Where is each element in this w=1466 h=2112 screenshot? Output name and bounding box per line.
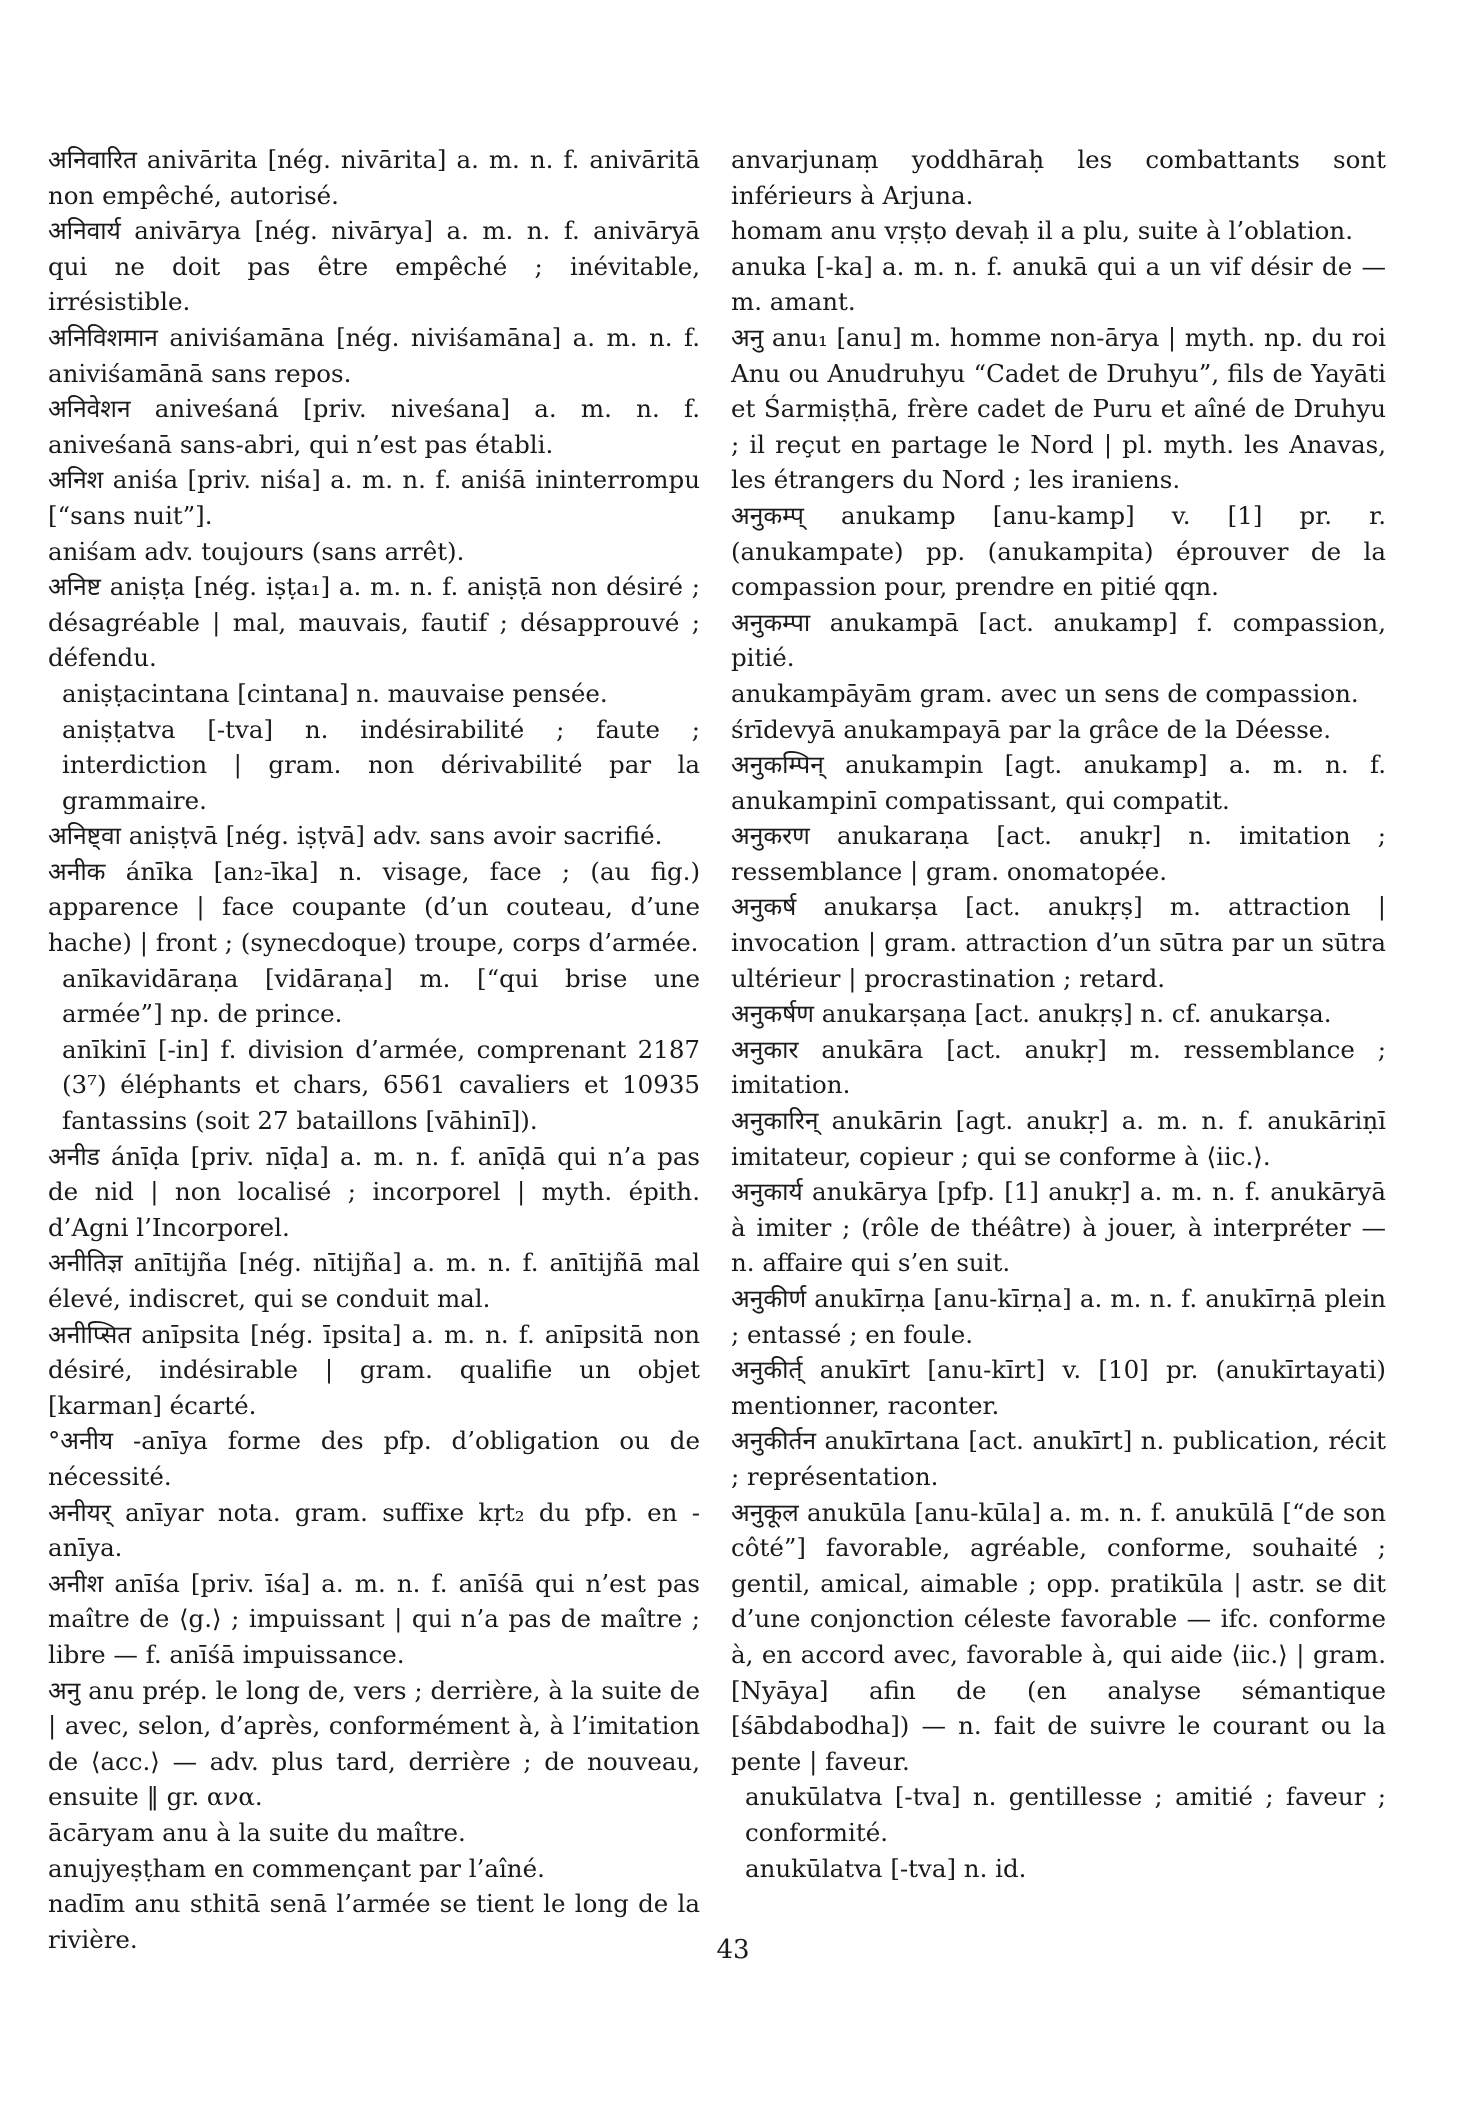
dictionary-entry: aniśam adv. toujours (sans arrêt). xyxy=(48,536,465,566)
dictionary-entry: ācāryam anu à la suite du maître. xyxy=(48,1817,466,1847)
dictionary-entry: अनुकार anukāra [act. anukṛ] m. ressemblance ; imitation. xyxy=(731,1034,1386,1100)
dictionary-entry: अनुकूल anukūla [anu-kūla] a. m. n. f. anukūlā [“de son côté”] favorable, agréable, conforme, souhaité ; gentil, amical, aimable ; opp. pratikūla | astr. se dit d’une conjonction céleste favorable — ifc. conforme à, en accord avec, favorable à, qui aide ⟨iic.⟩ | gram. [Nyāya] afin de (en analyse sémantique [śābdabodha]) — n. fait de suivre le courant ou la pente | faveur. xyxy=(731,1497,1386,1776)
dictionary-entry: अनिवार्य anivārya [nég. nivārya] a. m. n. f. anivāryā qui ne doit pas être empêché ; inévitable, irrésistible. xyxy=(48,216,700,317)
dictionary-entry: homam anu vṛṣṭo devaḥ il a plu, suite à l’oblation. xyxy=(731,216,1353,246)
dictionary-entry: अनिवेशन aniveśaná [priv. niveśana] a. m. n. f. aniveśanā sans-abri, qui n’est pas établi. xyxy=(48,394,700,459)
dictionary-entry: anukampāyām gram. avec un sens de compassion. xyxy=(731,678,1359,708)
dictionary-entry: अनिष्ट aniṣṭa [nég. iṣṭa₁] a. m. n. f. aniṣṭā non désiré ; désagréable | mal, mauvais, fautif ; désapprouvé ; défendu. xyxy=(48,572,700,673)
dictionary-entry: अनीतिज्ञ anītijña [nég. nītijña] a. m. n. f. anītijñā mal élevé, indiscret, qui se conduit mal. xyxy=(48,1248,700,1313)
dictionary-entry: अनु anu₁ [anu] m. homme non-ārya | myth. np. du roi Anu ou Anudruhyu “Cadet de Druhyu”, fils de Yayāti et Śarmiṣṭhā, frère cadet de Puru et aîné de Druhyu ; il reçut en partage le Nord | pl. myth. les Anavas, les étrangers du Nord ; les iraniens. xyxy=(731,322,1386,495)
left-column xyxy=(48,142,700,1957)
dictionary-subentry: anukūlatva [-tva] n. id. xyxy=(745,1853,1027,1883)
right-column xyxy=(731,142,1386,1886)
dictionary-entry: अनीक ánīka [an₂-īka] n. visage, face ; (au fig.) apparence | face coupante (d’un couteau, d’une hache) | front ; (synecdoque) troupe, corps d’armée. xyxy=(48,856,700,958)
dictionary-entry: °अनीय -anīya forme des pfp. d’obligation ou de nécessité. xyxy=(48,1426,700,1491)
dictionary-entry: अनुकार्य anukārya [pfp. [1] anukṛ] a. m. n. f. anukāryā à imiter ; (rôle de théâtre) à jouer, à interpréter — n. affaire qui s’en suit. xyxy=(731,1177,1386,1278)
dictionary-entry: अनुकीर्तन anukīrtana [act. anukīrt] n. publication, récit ; représentation. xyxy=(731,1426,1386,1491)
dictionary-entry: अनीप्सित anīpsita [nég. īpsita] a. m. n. f. anīpsitā non désiré, indésirable | gram. qualifie un objet [karman] écarté. xyxy=(48,1319,700,1420)
dictionary-entry: anvarjunaṃ yoddhāraḥ les combattants sont inférieurs à Arjuna. xyxy=(731,145,1386,210)
dictionary-entry: अनुकरण anukaraṇa [act. anukṛ] n. imitation ; ressemblance | gram. onomatopée. xyxy=(731,821,1386,886)
dictionary-subentry: anukūlatva [-tva] n. gentillesse ; amitié ; faveur ; conformité. xyxy=(745,1782,1386,1847)
dictionary-entry: अनिविशमान aniviśamāna [nég. niviśamāna] a. m. n. f. aniviśamānā sans repos. xyxy=(48,322,700,388)
dictionary-entry: अनिवारित anivārita [nég. nivārita] a. m. n. f. anivāritā non empêché, autorisé. xyxy=(48,145,700,210)
dictionary-entry: अनुकीर्ण anukīrṇa [anu-kīrṇa] a. m. n. f. anukīrṇā plein ; entassé ; en foule. xyxy=(731,1284,1386,1349)
dictionary-entry: अनुकर्षण anukarṣaṇa [act. anukṛṣ] n. cf. anukarṣa. xyxy=(731,999,1332,1029)
dictionary-subentry: anīkavidāraṇa [vidāraṇa] m. [“qui brise une armée”] np. de prince. xyxy=(62,963,700,1029)
dictionary-subentry: aniṣṭacintana [cintana] n. mauvaise pensée. xyxy=(62,678,608,708)
page-number: 43 xyxy=(716,1935,750,1965)
dictionary-entry: अनिश aniśa [priv. niśa] a. m. n. f. aniśā ininterrompu [“sans nuit”]. xyxy=(48,465,700,530)
dictionary-entry: अनीयर् anīyar nota. gram. suffixe kṛt₂ du pfp. en -anīya. xyxy=(48,1497,700,1563)
dictionary-entry: अनुकर्ष anukarṣa [act. anukṛṣ] m. attraction | invocation | gram. attraction d’un sūtra par un sūtra ultérieur | procrastination ; retard. xyxy=(731,892,1386,993)
dictionary-entry: अनुकम्प् anukamp [anu-kamp] v. [1] pr. r. (anukampate) pp. (anukampita) éprouver de la compassion pour, prendre en pitié qqn. xyxy=(731,500,1386,602)
dictionary-entry: śrīdevyā anukampayā par la grâce de la Déesse. xyxy=(731,714,1332,744)
dictionary-subentry: aniṣṭatva [-tva] n. indésirabilité ; faute ; interdiction | gram. non dérivabilité par la grammaire. xyxy=(62,714,700,815)
dictionary-entry: अनुकारिन् anukārin [agt. anukṛ] a. m. n. f. anukāriṇī imitateur, copieur ; qui se conforme à ⟨iic.⟩. xyxy=(731,1106,1386,1171)
dictionary-subentry: anīkinī [-in] f. division d’armée, comprenant 2187 (3⁷) éléphants et chars, 6561 cavaliers et 10935 fantassins (soit 27 bataillons [vāhinī]). xyxy=(62,1034,700,1136)
dictionary-entry: अनु anu prép. le long de, vers ; derrière, à la suite de | avec, selon, d’après, conformément à, à l’imitation de ⟨acc.⟩ — adv. plus tard, derrière ; de nouveau, ensuite ‖ gr. ανα. xyxy=(48,1675,700,1812)
dictionary-entry: anujyeṣṭham en commençant par l’aîné. xyxy=(48,1853,545,1883)
dictionary-entry: अनिष्ट्वा aniṣṭvā [nég. iṣṭvā] adv. sans avoir sacrifié. xyxy=(48,821,663,851)
dictionary-entry: nadīm anu sthitā senā l’armée se tient le long de la rivière. xyxy=(48,1889,700,1954)
dictionary-entry: अनुकीर्त् anukīrt [anu-kīrt] v. [10] pr. (anukīrtayati) mentionner, raconter. xyxy=(731,1355,1386,1420)
dictionary-entry: अनुकम्पा anukampā [act. anukamp] f. compassion, pitié. xyxy=(731,607,1386,673)
dictionary-entry: अनीश anīśa [priv. īśa] a. m. n. f. anīśā qui n’est pas maître de ⟨g.⟩ ; impuissant | qui n’a pas de maître ; libre — f. anīśā impuissance. xyxy=(48,1568,700,1669)
dictionary-entry: anuka [-ka] a. m. n. f. anukā qui a un vif désir de — m. amant. xyxy=(731,251,1386,317)
dictionary-entry: अनीड ánīḍa [priv. nīḍa] a. m. n. f. anīḍā qui n’a pas de nid | non localisé ; incorporel | myth. épith. d’Agni l’Incorporel. xyxy=(48,1141,700,1242)
dictionary-entry: अनुकम्पिन् anukampin [agt. anukamp] a. m. n. f. anukampinī compatissant, qui compatit. xyxy=(731,750,1386,815)
